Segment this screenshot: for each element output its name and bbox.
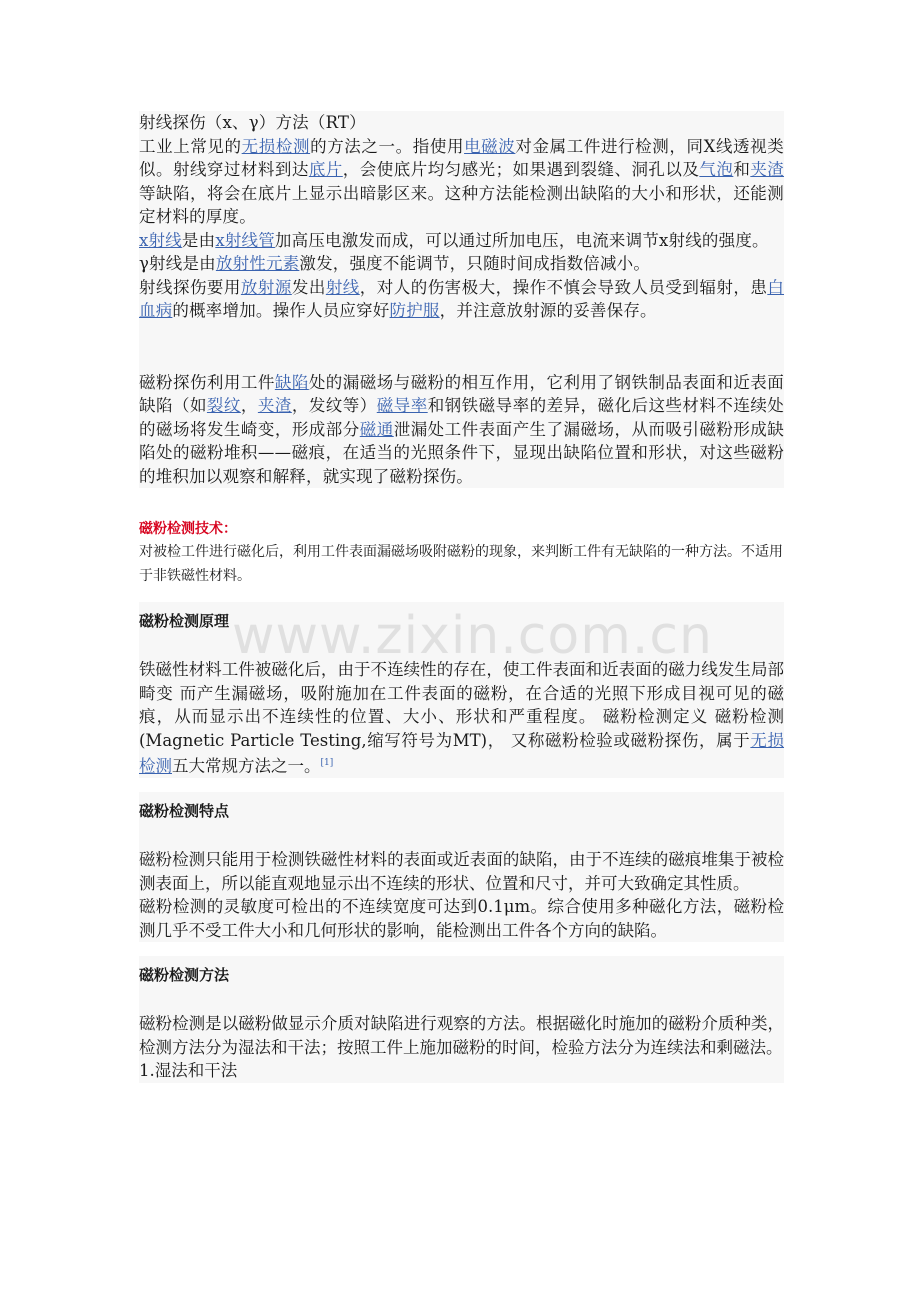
link-defect[interactable]: 缺陷 — [274, 372, 309, 392]
rt-paragraph-1 — [139, 135, 784, 229]
text: 等缺陷，将会在底片上显示出暗影区来。这种方法能检测出缺陷的大小和形状，还能测定材料的厚度。 — [139, 183, 784, 226]
spacer — [139, 323, 784, 371]
link-x-ray[interactable]: x射线 — [139, 230, 182, 250]
spacer — [139, 828, 784, 848]
methods-paragraph-2: 1.湿法和干法 — [139, 1061, 238, 1080]
principle-section — [139, 602, 784, 778]
spacer — [139, 638, 784, 658]
link-film[interactable]: 底片 — [308, 160, 343, 179]
document-page — [139, 111, 784, 1083]
spacer — [139, 992, 784, 1012]
spacer — [139, 588, 784, 602]
text: 发出 — [291, 277, 326, 297]
text: 铁磁性材料工件被磁化后，由于不连续性的存在，使工件表面和近表面的磁力线发生局部畸变 而产生漏磁场，吸附施加在工件表面的磁粉，在合适的光照下形成目视可见的磁痕，从而显示出不连续性的位置、大小、形状和严重程度。 磁粉检测定义 磁粉检测(Magnetic Particle Testing,缩写符号为MT)， 又称磁粉检验或磁粉探伤，属于 — [139, 660, 784, 750]
text: 处的漏磁场与磁粉的相互作用，它利用了钢铁制品表面和近表面缺陷（如 — [139, 372, 784, 415]
text: 激发，强度不能调节，只随时间成指数倍减小。 — [299, 254, 651, 273]
link-electromagnetic-wave[interactable]: 电磁波 — [464, 136, 516, 156]
features-paragraph-2: 磁粉检测的灵敏度可检出的不连续宽度可达到0.1μm。综合使用多种磁化方法，磁粉检测几乎不受工件大小和几何形状的影响，能检测出工件各个方向的缺陷。 — [139, 897, 784, 940]
text: 对金属工件进行检测，同X线透视类似。射线穿过材料到达 — [139, 136, 784, 179]
link-slag-2[interactable]: 夹渣 — [257, 396, 292, 415]
link-x-ray-tube[interactable]: x射线管 — [215, 230, 275, 250]
features-section — [139, 792, 784, 942]
link-permeability[interactable]: 磁导率 — [376, 396, 428, 415]
text: 和钢铁磁导率的差异，磁化后这些材料不连续处的磁场将发生崎变，形成部分 — [139, 396, 785, 439]
tech-section — [139, 516, 784, 588]
tech-text: 对被检工件进行磁化后，利用工件表面漏磁场吸附磁粉的现象，来判断工件有无缺陷的一种方法。不适用于非铁磁性材料。 — [139, 544, 783, 584]
text: 加高压电激发而成，可以通过所加电压，电流来调节x射线的强度。 — [274, 230, 769, 250]
rt-title: 射线探伤（x、γ）方法（RT） — [139, 113, 366, 132]
text: 磁粉探伤利用工件 — [139, 372, 275, 392]
text: 泄漏处工件表面产生了漏磁场，从而吸引磁粉形成缺陷处的磁粉堆积——磁痕，在适当的光照条件下，显现出缺陷位置和形状，对这些磁粉的堆积加以观察和解释，就实现了磁粉探伤。 — [139, 419, 784, 486]
mt-intro-paragraph — [139, 371, 784, 489]
spacer — [139, 778, 784, 792]
text: ，对人的伤害极大，操作不慎会导致人员受到辐射，患 — [359, 277, 768, 297]
link-magnetic-flux[interactable]: 磁通 — [359, 419, 394, 439]
text: ， — [240, 396, 258, 415]
text: 射线探伤要用 — [139, 277, 241, 297]
link-crack[interactable]: 裂纹 — [206, 396, 241, 415]
tech-heading: 磁粉检测技术： — [139, 521, 237, 537]
text: ，发纹等） — [291, 396, 377, 415]
methods-paragraph-1: 磁粉检测是以磁粉做显示介质对缺陷进行观察的方法。根据磁化时施加的磁粉介质种类，检测方法分为湿法和干法；按照工件上施加磁粉的时间，检验方法分为连续法和剩磁法。 — [139, 1014, 784, 1057]
spacer — [139, 942, 784, 956]
rt-section — [139, 111, 784, 488]
text: 的概率增加。操作人员应穿好 — [172, 301, 390, 320]
link-nondestructive-testing-2[interactable]: 无损检测 — [139, 730, 785, 776]
features-paragraph-1: 磁粉检测只能用于检测铁磁性材料的表面或近表面的缺陷，由于不连续的磁痕堆集于被检测表面上，所以能直观地显示出不连续的形状、位置和尺寸，并可大致确定其性质。 — [139, 850, 784, 893]
principle-paragraph — [139, 658, 784, 778]
text: 的方法之一。指使用 — [310, 136, 465, 156]
spacer — [139, 488, 784, 516]
methods-section — [139, 956, 784, 1083]
text: ，会使底片均匀感光；如果遇到裂缝、洞孔以及 — [342, 160, 700, 179]
features-heading: 磁粉检测特点 — [139, 802, 230, 820]
methods-heading: 磁粉检测方法 — [139, 966, 230, 984]
rt-paragraph-4 — [139, 276, 784, 323]
link-slag[interactable]: 夹渣 — [750, 160, 785, 179]
rt-paragraph-2 — [139, 229, 784, 253]
text: 五大常规方法之一。 — [172, 756, 321, 776]
reference-marker[interactable]: [1] — [320, 758, 334, 768]
link-nondestructive-testing[interactable]: 无损检测 — [241, 136, 311, 156]
link-bubble[interactable]: 气泡 — [699, 160, 734, 179]
link-radioactive-element[interactable]: 放射性元素 — [215, 254, 300, 273]
rt-paragraph-3 — [139, 252, 784, 276]
text: 工业上常见的 — [139, 136, 242, 156]
text: 是由 — [181, 230, 216, 250]
link-leukemia[interactable]: 白血病 — [139, 277, 785, 320]
text: γ射线是由 — [139, 254, 216, 273]
link-ray[interactable]: 射线 — [325, 277, 360, 297]
link-radioactive-source[interactable]: 放射源 — [240, 277, 292, 297]
watermark: www.zixin.com.cn — [232, 606, 713, 666]
text: 和 — [733, 160, 751, 179]
link-protective-suit[interactable]: 防护服 — [389, 301, 440, 320]
text: ，并注意放射源的妥善保存。 — [439, 301, 657, 320]
principle-heading: 磁粉检测原理 — [139, 612, 230, 630]
